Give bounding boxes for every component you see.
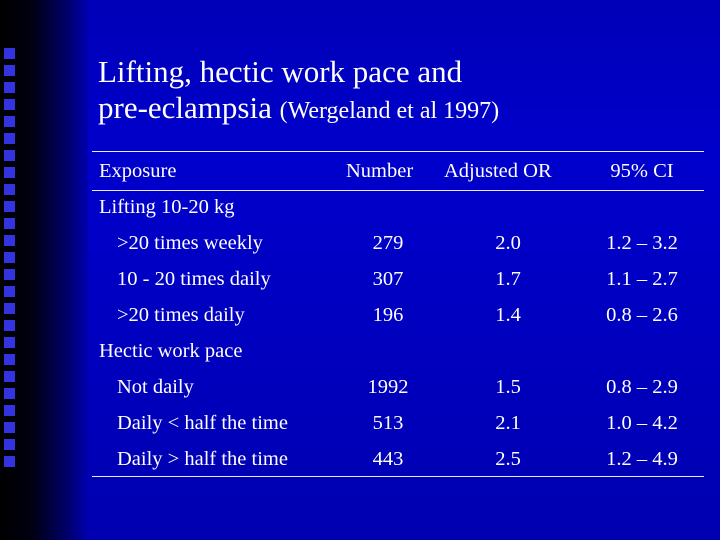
- title-line-2: pre-eclampsia: [98, 90, 280, 125]
- table-row: [92, 226, 704, 262]
- header-ci: 95% CI: [610, 160, 674, 182]
- row-number: 279: [372, 232, 404, 254]
- row-ci: 1.2 – 4.9: [606, 448, 678, 470]
- table-row: [92, 298, 704, 334]
- table-row: [92, 334, 704, 370]
- row-exposure: >20 times daily: [117, 304, 245, 326]
- title-line-1: Lifting, hectic work pace and: [98, 54, 463, 89]
- table-row: [92, 442, 704, 478]
- row-adjusted-or: 1.7: [495, 268, 521, 290]
- row-ci: 1.2 – 3.2: [606, 232, 678, 254]
- row-exposure: Not daily: [117, 376, 194, 398]
- slide-sidebar: [0, 0, 88, 540]
- table-row: [92, 406, 704, 442]
- results-table: [92, 154, 704, 478]
- row-ci: 0.8 – 2.6: [606, 304, 678, 326]
- row-adjusted-or: 2.5: [495, 448, 521, 470]
- header-exposure: Exposure: [99, 160, 177, 182]
- row-exposure: Daily > half the time: [117, 448, 288, 470]
- slide-title: [98, 54, 698, 129]
- row-exposure: >20 times weekly: [117, 232, 263, 254]
- table-header-row: [92, 154, 704, 190]
- row-number: 196: [372, 304, 404, 326]
- row-adjusted-or: 2.1: [495, 412, 521, 434]
- row-number: 307: [372, 268, 404, 290]
- row-adjusted-or: 1.4: [495, 304, 521, 326]
- decorative-squares: [4, 48, 16, 467]
- row-adjusted-or: 2.0: [495, 232, 521, 254]
- row-adjusted-or: 1.5: [495, 376, 521, 398]
- row-ci: 0.8 – 2.9: [606, 376, 678, 398]
- title-citation: (Wergeland et al 1997): [279, 98, 500, 124]
- row-ci: 1.1 – 2.7: [606, 268, 678, 290]
- row-number: 443: [372, 448, 404, 470]
- row-number: 1992: [367, 376, 409, 398]
- row-number: 513: [372, 412, 404, 434]
- row-exposure: Daily < half the time: [117, 412, 288, 434]
- row-exposure: Hectic work pace: [99, 340, 243, 362]
- header-adjusted-or: Adjusted OR: [444, 160, 552, 182]
- table-row: [92, 262, 704, 298]
- table-row: [92, 190, 704, 226]
- row-ci: 1.0 – 4.2: [606, 412, 678, 434]
- row-exposure: Lifting 10-20 kg: [99, 196, 235, 218]
- header-number: Number: [346, 160, 414, 182]
- table-row: [92, 370, 704, 406]
- row-exposure: 10 - 20 times daily: [117, 268, 271, 290]
- table-top-rule: [92, 151, 704, 152]
